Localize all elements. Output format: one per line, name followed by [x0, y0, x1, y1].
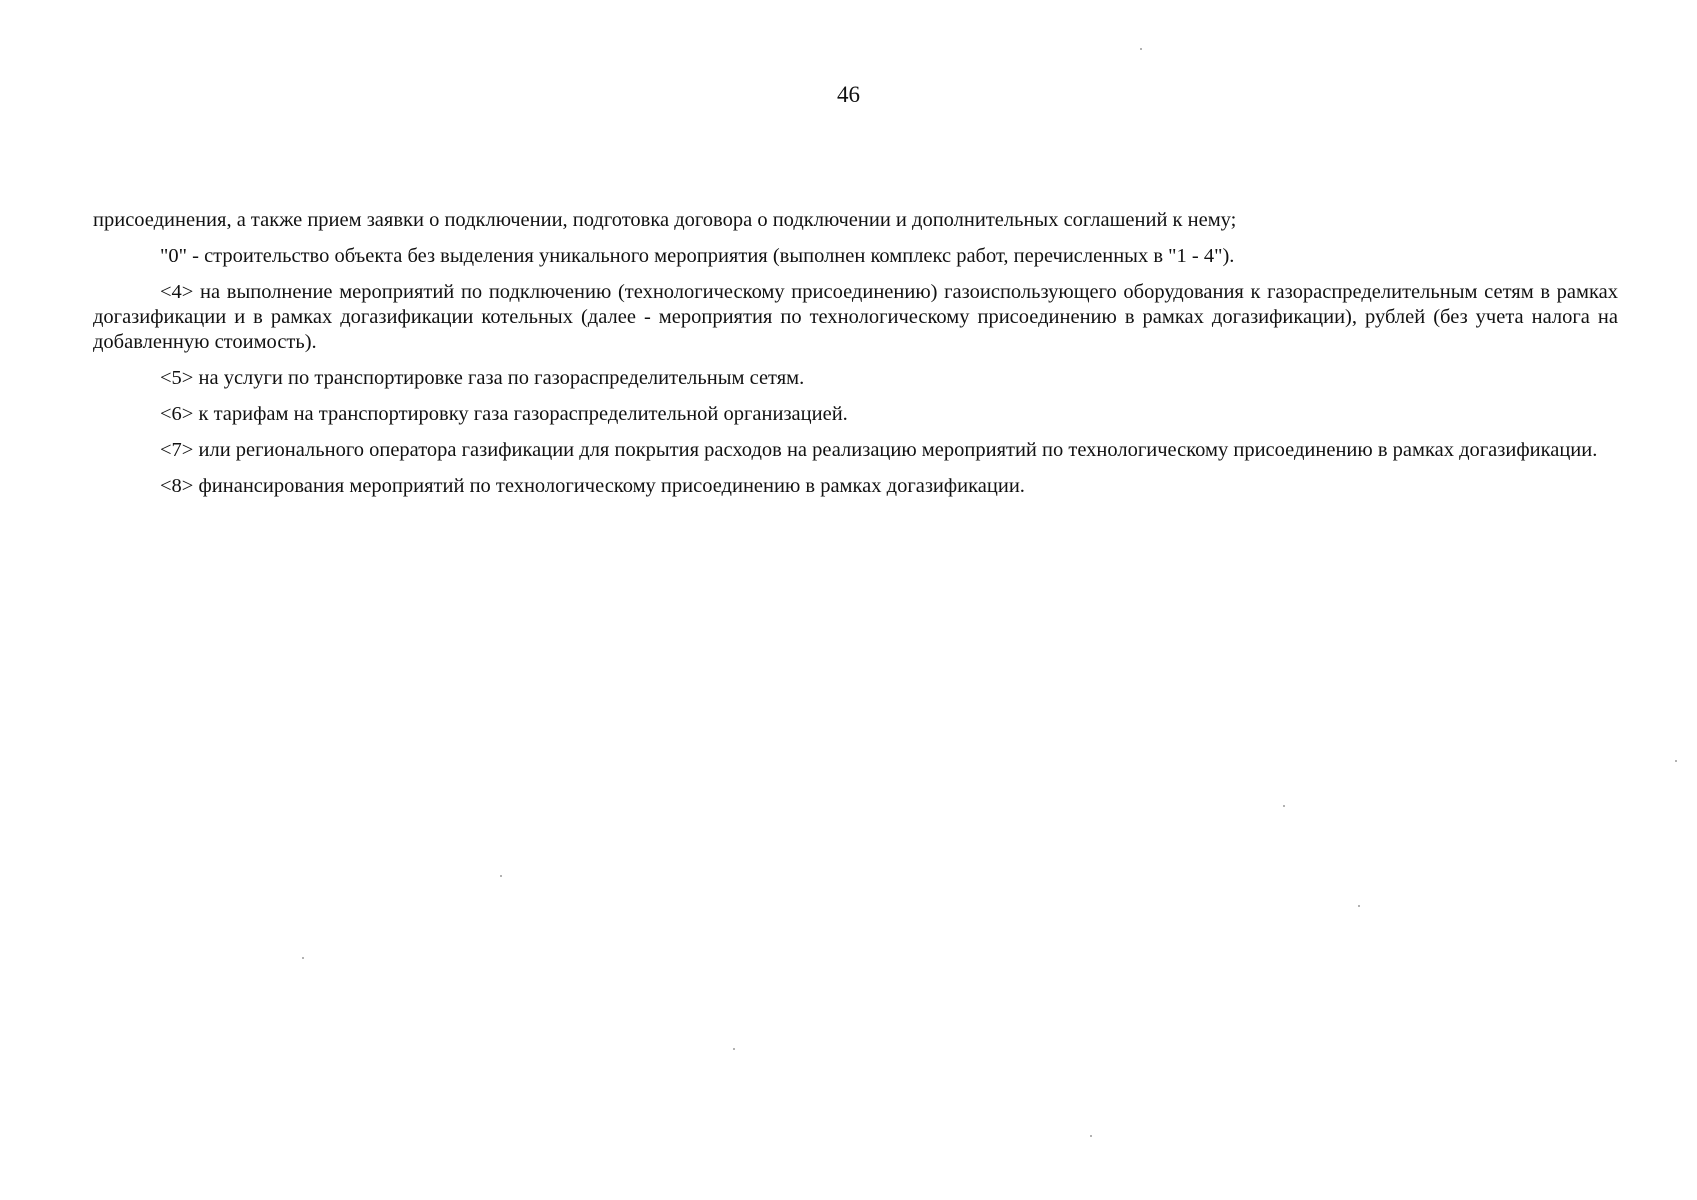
paragraph-code-zero: "0" - строительство объекта без выделения уникального мероприятия (выполнен комплекс работ, перечисленных в "1 - 4").: [160, 245, 1235, 267]
scan-speck: [1675, 760, 1677, 762]
footnote-8: <8> финансирования мероприятий по технологическому присоединению в рамках догазификации.: [160, 475, 1025, 497]
scan-speck: [1140, 48, 1142, 50]
footnote-6: <6> к тарифам на транспортировку газа газораспределительной организацией.: [160, 403, 848, 425]
footnote-5: <5> на услуги по транспортировке газа по газораспределительным сетям.: [160, 367, 805, 389]
scan-speck: [1358, 905, 1360, 907]
page-number: 46: [837, 82, 860, 107]
scan-speck: [1283, 805, 1285, 807]
footnote-4: <4> на выполнение мероприятий по подключению (технологическому присоединению) газоиспользующего оборудования к газораспределительным сетям в рамках догазификации и в рамках догазификации котельных (далее - мероприятия по технологическому присоединению в рамках догазификации), рублей (без учета налога на добавленную стоимость).: [93, 281, 1618, 353]
footnote-7: <7> или регионального оператора газификации для покрытия расходов на реализацию мероприятий по технологическому присоединению в рамках догазификации.: [160, 439, 1598, 461]
scan-speck: [500, 875, 502, 877]
document-body: [93, 208, 1618, 510]
scan-speck: [733, 1048, 735, 1050]
scan-speck: [302, 957, 304, 959]
paragraph-continuation: присоединения, а также прием заявки о подключении, подготовка договора о подключении и дополнительных соглашений к нему;: [93, 209, 1237, 231]
scan-speck: [1090, 1135, 1092, 1137]
